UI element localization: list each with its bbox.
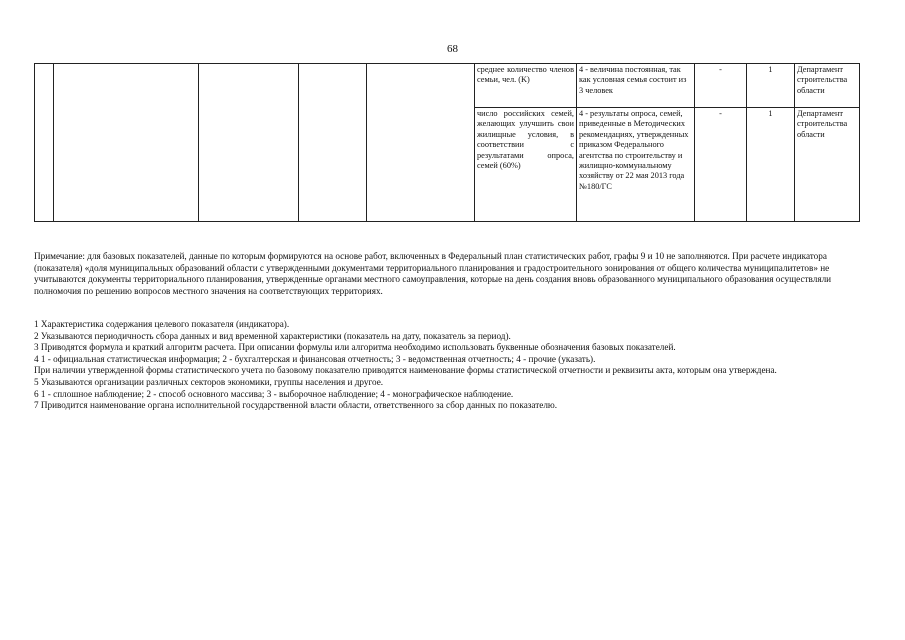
footnote-item: При наличии утвержденной формы статистического учета по базовому показателю приводятся наименование формы статистической отчетности и реквизиты акта, которым она утверждена. — [34, 365, 777, 376]
footnote-item: 5 Указываются организации различных секторов экономики, группы населения и другое. — [34, 376, 384, 387]
table-cell-empty — [299, 64, 367, 222]
note-text: Примечание: для базовых показателей, данные по которым формируются на основе работ, включенных в Федеральный план статистических работ, графы 9 и 10 не заполняются. При расчете индикатора (показателя) «доля муниципальных образований области с утвержденными документами территориального планирования и градостроительного зонирования от общего количества муниципалитетов» не учитываются документы территориального планирования, утвержденные органами местного самоуправления, которые на день создания вновь образованного муниципального образования осуществляли полномочия по решению вопросов местного значения на соответствующих территориях. — [34, 251, 832, 296]
indicator-cell: среднее количество членов семьи, чел. (K) — [475, 64, 577, 108]
table-cell-empty — [199, 64, 299, 222]
page-number: 68 — [447, 43, 458, 55]
footnote-item: 3 Приводятся формула и краткий алгоритм расчета. При описании формулы или алгоритма необходимо использовать буквенные обозначения базовых показателей. — [34, 342, 676, 353]
indicator-table — [34, 63, 860, 222]
indicator-cell: число российских семей, желающих улучшить свои жилищные условия, в соответствии с результатами опроса, семей (60%) — [475, 108, 577, 222]
footnote-item: 7 Приводится наименование органа исполнительной государственной власти области, ответственного за сбор данных по показателю. — [34, 400, 558, 411]
table-cell-empty — [54, 64, 199, 222]
footnote-item: 2 Указываются периодичность сбора данных и вид временной характеристики (показатель на дату, показатель за период). — [34, 330, 511, 341]
department-cell: Департамент строительства области — [795, 64, 860, 108]
department-cell: Департамент строительства области — [795, 108, 860, 222]
col9-cell: 1 — [747, 64, 795, 108]
table-cell-empty — [35, 64, 54, 222]
col8-cell: - — [695, 64, 747, 108]
footnote-item: 6 1 - сплошное наблюдение; 2 - способ основного массива; 3 - выборочное наблюдение; 4 - монографическое наблюдение. — [34, 388, 514, 399]
footnotes-list — [34, 319, 864, 412]
col8-cell: - — [695, 108, 747, 222]
source-cell: 4 - величина постоянная, так как условная семья состоит из 3 человек — [577, 64, 695, 108]
table-cell-empty — [367, 64, 475, 222]
note-paragraph — [34, 251, 864, 297]
source-cell: 4 - результаты опроса, семей, приведенные в Методических рекомендациях, утвержденных приказом Федерального агентства по строительству и жилищно-коммунальному хозяйству от 22 мая 2013 года №180/ГС — [577, 108, 695, 222]
footnote-item: 1 Характеристика содержания целевого показателя (индикатора). — [34, 319, 290, 329]
footnote-item: 4 1 - официальная статистическая информация; 2 - бухгалтерская и финансовая отчетность; 3 - ведомственная отчетность; 4 - прочие (указать). — [34, 353, 596, 364]
col9-cell: 1 — [747, 108, 795, 222]
table-row — [35, 64, 860, 108]
